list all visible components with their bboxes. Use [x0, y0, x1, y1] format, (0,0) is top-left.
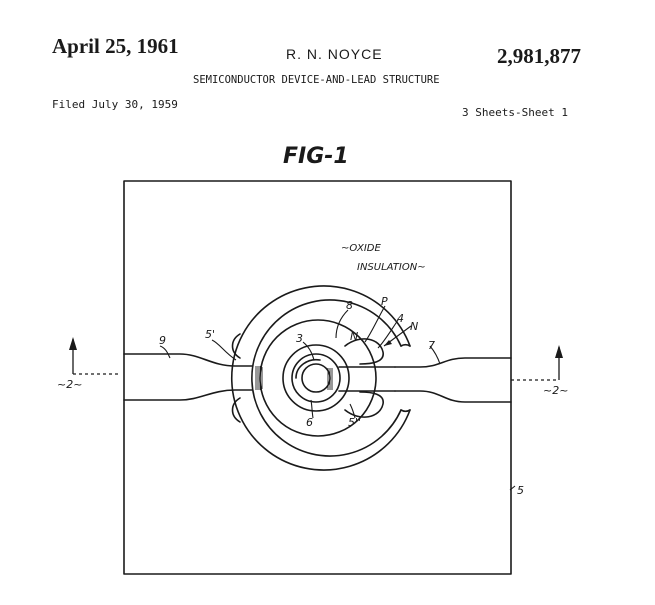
- ref-3: 3: [296, 332, 303, 345]
- section-label-right: ~2~: [543, 384, 569, 397]
- section-arrow-right-icon: [555, 345, 563, 358]
- outer-ring-end-top: [401, 345, 410, 346]
- emitter-contact: [302, 364, 330, 392]
- inventor-name: R. N. NOYCE: [286, 46, 383, 62]
- ref-N-outer: N: [410, 320, 419, 333]
- sheet-count: 3 Sheets-Sheet 1: [462, 106, 568, 119]
- base-region: [283, 345, 349, 411]
- section-indicator-right: [511, 347, 559, 380]
- figure-label: FIG-1: [283, 144, 349, 169]
- patent-date: April 25, 1961: [52, 34, 179, 58]
- section-label-left: ~2~: [57, 378, 83, 391]
- right-lead-bottom: [395, 391, 511, 402]
- right-lead-top: [395, 358, 511, 367]
- outer-ring-end-bottom: [401, 410, 410, 411]
- ref-5: 5: [517, 484, 524, 497]
- ref-8: 8: [346, 299, 353, 312]
- substrate-outline: [124, 181, 511, 574]
- filing-date: Filed July 30, 1959: [52, 98, 178, 111]
- ref-4: 4: [397, 312, 404, 325]
- left-bay-bottom: [233, 398, 241, 422]
- ref-9: 9: [159, 334, 166, 347]
- section-indicator-left: [73, 339, 118, 374]
- outer-ring-inner-edge: [252, 300, 401, 456]
- patent-title: SEMICONDUCTOR DEVICE-AND-LEAD STRUCTURE: [193, 74, 440, 86]
- ref-6: 6: [306, 416, 313, 429]
- ref-P: P: [381, 295, 388, 308]
- left-bay-top: [233, 334, 241, 358]
- ref-N-inner: N: [350, 330, 359, 343]
- ref-5-prime: 5': [205, 328, 216, 341]
- oxide-label-1: ~OXIDE: [341, 243, 381, 254]
- ref-5-double-prime: 5'': [348, 416, 362, 429]
- ref-7: 7: [428, 339, 435, 352]
- inner-ring: [292, 354, 340, 402]
- outer-ring-outer-edge: [232, 286, 410, 470]
- section-arrow-left-icon: [69, 337, 77, 350]
- oxide-label-2: INSULATION~: [357, 262, 426, 273]
- patent-number: 2,981,877: [497, 44, 581, 68]
- inner-arc: [296, 360, 320, 378]
